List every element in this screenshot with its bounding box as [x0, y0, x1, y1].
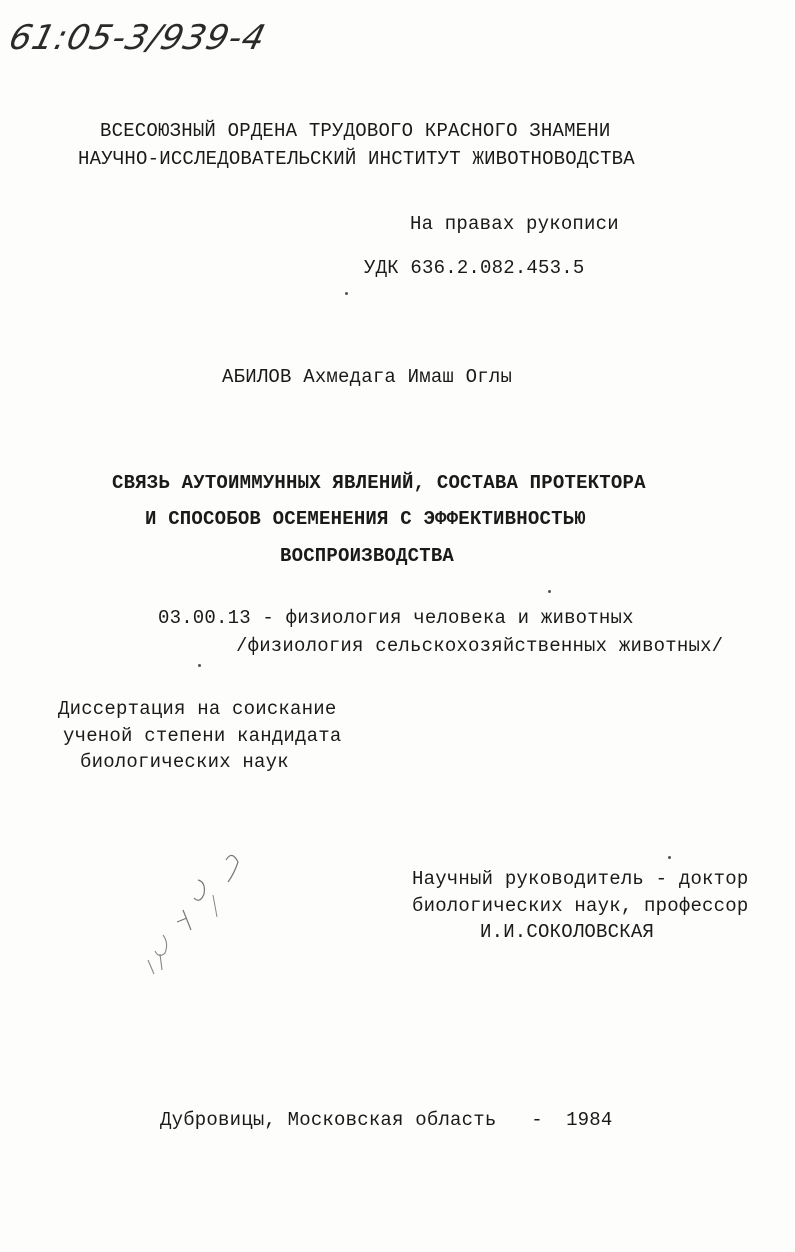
- specialty-line-1: 03.00.13 - физиология человека и животных: [158, 607, 634, 629]
- paper-speck: [668, 856, 671, 859]
- paper-speck: [198, 664, 201, 667]
- dissertation-line-2: ученой степени кандидата: [63, 725, 342, 747]
- udc-code: УДК 636.2.082.453.5: [364, 257, 585, 279]
- author-name: АБИЛОВ Ахмедага Имаш Оглы: [222, 366, 513, 388]
- dissertation-line-3: биологических наук: [80, 751, 289, 773]
- supervisor-line-2: биологических наук, профессор: [412, 895, 749, 917]
- supervisor-line-1: Научный руководитель - доктор: [412, 868, 749, 890]
- specialty-line-2: /физиология сельскохозяйственных животных/: [236, 635, 724, 657]
- pencil-scribble: [128, 840, 258, 990]
- title-line-1: СВЯЗЬ АУТОИММУННЫХ ЯВЛЕНИЙ, СОСТАВА ПРОТЕКТОРА: [112, 472, 646, 494]
- paper-speck: [548, 590, 551, 593]
- institution-line-1: ВСЕСОЮЗНЫЙ ОРДЕНА ТРУДОВОГО КРАСНОГО ЗНАМЕНИ: [100, 120, 611, 142]
- paper-speck: [345, 292, 348, 295]
- place-and-year: Дубровицы, Московская область - 1984: [160, 1109, 613, 1131]
- institution-line-2: НАУЧНО-ИССЛЕДОВАТЕЛЬСКИЙ ИНСТИТУТ ЖИВОТНОВОДСТВА: [78, 148, 635, 170]
- supervisor-name: И.И.СОКОЛОВСКАЯ: [480, 921, 655, 943]
- handwritten-archive-number: 61:05-3/939-4: [5, 18, 271, 58]
- title-line-2: И СПОСОБОВ ОСЕМЕНЕНИЯ С ЭФФЕКТИВНОСТЬЮ: [145, 508, 586, 530]
- manuscript-rights: На правах рукописи: [410, 213, 619, 235]
- dissertation-line-1: Диссертация на соискание: [58, 698, 337, 720]
- title-line-3: ВОСПРОИЗВОДСТВА: [280, 545, 455, 567]
